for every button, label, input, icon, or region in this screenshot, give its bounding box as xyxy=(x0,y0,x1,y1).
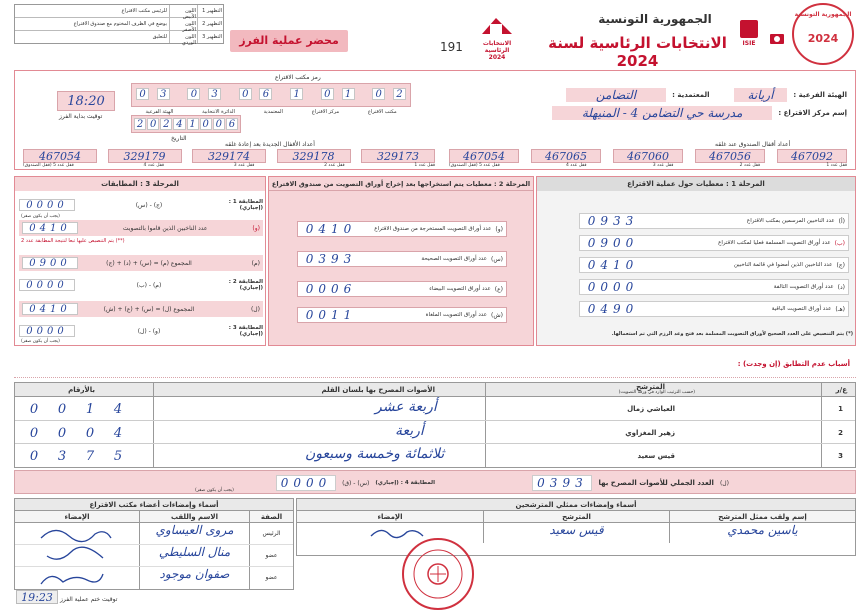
seal-before-1: 467092 xyxy=(777,149,847,163)
table-row: 1 العياشي زمال أربعة عشر 0 0 1 4 xyxy=(15,398,855,421)
code-digit: 0 xyxy=(136,88,149,100)
center-value: مدرسة حي التضامن 4 - المنيهلة xyxy=(552,106,773,120)
office-code-label: رمز مكتب الاقتراع xyxy=(275,74,321,81)
form-title: محضر عملية الفرز xyxy=(239,34,339,47)
code-cell: التظهير 1 xyxy=(197,5,223,17)
code-digit: 3 xyxy=(208,88,221,100)
seals-after-labels: قفل عدد 1 قفل عدد 2 قفل عدد 3 قفل عدد 4 قفل عدد 5 (قفل الصندوق) xyxy=(23,163,435,168)
signature-scribble xyxy=(15,545,139,566)
stage2-row-1: (و) عدد أوراق التصويت المستخرجة من صندوق الاقتراع 0410 xyxy=(297,221,507,237)
stage2-row-3: (ع) عدد أوراق التصويت البيضاء 0006 xyxy=(297,281,507,297)
match3-row: المطابقة 3 : (إجباري) (و) - (ل) 0000 xyxy=(19,323,263,339)
end-time-value: 19:23 xyxy=(21,591,53,604)
stage1-note: (*) يتم التنصيص على العدد الصحيح لأوراق التصويت المسلمة بعد فتح وعد الرزم التي تم استعمالها. xyxy=(611,331,853,337)
member-row: عضو صفوان موجود xyxy=(15,567,293,589)
stage1-row-1: (أ) عدد الناخبين المرسمين بمكتب الاقتراع 0933 xyxy=(579,213,849,229)
stage2-row-2: (س) عدد أوراق التصويت الصحيحة 0393 xyxy=(297,251,507,267)
start-time-box xyxy=(57,91,115,111)
desc-cell: للرئيس مكتب الاقتراع xyxy=(121,8,167,14)
code-sublabels: مكتب الاقتراع مركز الاقتراع المعتمدية الدائرة الانتخابية الهيئة الفرعية xyxy=(145,109,397,115)
color-cell: اللون الوردي xyxy=(169,31,197,43)
stage1-section xyxy=(536,176,856,346)
code-digit: 6 xyxy=(259,88,272,100)
totals-row: (ل) العدد الجملي للأصوات المصرح بها 0393 المطابقة 4 : (إجباري) (س) - (ق) 0000 (يجب أن يكون صفر) xyxy=(14,470,856,494)
representatives-section: أسماء وإمضاءات ممثلي المترشحين إسم ولقب ممثل المترشح المترشح الإمضاء ياسين محمدي قيس سعيد xyxy=(296,498,856,556)
seals-before-label: أعداد أقفال الصندوق عند غلقه xyxy=(715,141,791,148)
desc-cell: للتعليق xyxy=(152,34,167,40)
mismatch-row xyxy=(14,358,856,378)
seal-after-5: 467054 xyxy=(23,149,97,163)
tunisia-flag-icon xyxy=(770,34,784,44)
stage2-section xyxy=(268,176,534,346)
isie-logo xyxy=(736,20,762,60)
date-box: 2 0 2 4 1 0 0 6 xyxy=(131,115,241,133)
total-votes: (ل) العدد الجملي للأصوات المصرح بها 0393 xyxy=(489,475,729,491)
color-cell: اللون الأصفر xyxy=(169,18,197,30)
code-cell: التظهير 3 xyxy=(197,31,223,43)
isie-text: ISIE xyxy=(742,40,756,47)
official-stamp-top xyxy=(792,3,854,65)
stage3-section: المرحلة 3 : المطابقات المطابقة 1 : (إجباري) (ج) - (س) 0000 (يجب أن يكون صفر) (و) عدد الناخبين الذين قاموا بالتصويت 0410 (**) يتم التنصيص عليها تبعا لنتيجة المطابقة عدد 2 (م) المجموع (م) = (س) + (د) + (ج) 0900 المطابقة 2 : (إجباري) (م) - (ب) 0000 (ل) المجموع (ل) = (س) + (ع) + (ش) 0410 المطابقة 3 : (إجباري) (و) - (ل) 0000 (يجب أن يكون صفر) xyxy=(14,176,266,346)
delegation-value: التضامن xyxy=(566,88,666,102)
end-time-label: توقيت ختم عملية الفرز xyxy=(60,596,118,603)
page-number: 191 xyxy=(440,40,463,54)
subcommittee-row: الهيئة الفرعية : أريانة المعتمدية : التضامن xyxy=(435,87,847,103)
office-code-box xyxy=(131,83,411,107)
table-row: 2 زهير المغزاوي أربعة 0 0 0 4 xyxy=(15,422,855,444)
identification-section xyxy=(14,70,856,170)
stage1-row-3: (ج) عدد الناخبين الذين أمضوا في قائمة الناخبين 0410 xyxy=(579,257,849,273)
code-digit: 2 xyxy=(393,88,406,100)
form-title-banner xyxy=(230,30,348,52)
stage1-row-2: (ب) عدد أوراق التصويت المسلمة فعليا لمكتب الاقتراع 0900 xyxy=(579,235,849,251)
seals-after-row xyxy=(23,149,435,163)
subcommittee-value: أريانة xyxy=(734,88,788,102)
stage1-row-5: (هـ) عدد أوراق التصويت الباقية 0490 xyxy=(579,301,849,317)
code-cell: التظهير 2 xyxy=(197,18,223,30)
stage2-row-4: (ش) عدد أوراق التصويت الملغاة 0011 xyxy=(297,307,507,323)
member-row: عضو منال السليطي xyxy=(15,545,293,567)
seal-after-4: 329179 xyxy=(108,149,182,163)
stage1-title: المرحلة 1 : معطيات حول عملية الاقتراع xyxy=(537,177,855,191)
code-digit: 0 xyxy=(187,88,200,100)
date-label: التاريخ xyxy=(171,135,187,142)
code-digit: 1 xyxy=(342,88,355,100)
seal-after-1: 329173 xyxy=(361,149,435,163)
seal-before-2: 467056 xyxy=(695,149,765,163)
match4: المطابقة 4 : (إجباري) (س) - (ق) 0000 xyxy=(175,475,435,491)
desc-cell: يوضع في الظرف المختوم مع صندوق الاقتراع xyxy=(73,21,167,27)
start-time-label: توقيت بداية الفرز xyxy=(59,113,103,120)
results-table xyxy=(14,382,856,468)
code-digit: 3 xyxy=(157,88,170,100)
stage1-row-4: (د) عدد أوراق التصويت التالفة 0000 xyxy=(579,279,849,295)
results-header: ع/ر المترشح (حسب الترتيب الوارد في ورقة التصويت) الأصوات المصرح بها بلسان القلم بالأرقام xyxy=(15,383,855,397)
mismatch-label: أسباب عدم التطابق (إن وجدت) : xyxy=(737,360,850,368)
signature-scribble xyxy=(15,523,139,544)
code-digit: 1 xyxy=(290,88,303,100)
match1-row: المطابقة 1 : (إجباري) (ج) - (س) 0000 xyxy=(19,197,263,213)
seal-before-5: 467054 xyxy=(449,149,519,163)
sum-l-row: (ل) المجموع (ل) = (س) + (ع) + (ش) 0410 xyxy=(19,301,263,317)
codes-table xyxy=(14,4,224,44)
table-row: 3 قيس سعيد ثلاثمائة وخمسة وسبعون 0 3 7 5 xyxy=(29,446,843,464)
seals-after-label: أعداد الأقفال الجديدة بعد إعادة غلقه xyxy=(225,141,315,148)
logo-text: الانتخابات الرئاسية 2024 xyxy=(482,40,512,61)
seal-after-2: 329178 xyxy=(277,149,351,163)
match2-row: المطابقة 2 : (إجباري) (م) - (ب) 0000 xyxy=(19,277,263,293)
member-row: الرئيس مروى العيساوي xyxy=(15,523,293,545)
stamp-year: 2024 xyxy=(807,32,839,45)
code-digit: 0 xyxy=(321,88,334,100)
color-cell: اللون الأبيض xyxy=(169,5,197,17)
stage2-title: المرحلة 2 : معطيات يتم استخراجها بعد إخراج أوراق التصويت من صندوق الاقتراع xyxy=(269,177,533,191)
end-time-box xyxy=(16,590,58,604)
signature-scribble xyxy=(15,567,139,589)
seal-before-3: 467060 xyxy=(613,149,683,163)
sum-m-row: (م) المجموع (م) = (س) + (د) + (ج) 0900 xyxy=(19,255,263,271)
election-title: الانتخابات الرئاسية لسنة 2024 xyxy=(548,34,727,70)
stage3-title: المرحلة 3 : المطابقات xyxy=(15,177,265,191)
members-section: أسماء وإمضاءات أعضاء مكتب الاقتراع الصفة الاسم واللقب الإمضاء الرئيس مروى العيساوي عضو منال السليطي عضو صفوان موجود xyxy=(14,498,294,590)
code-digit: 0 xyxy=(239,88,252,100)
voters-row: (و) عدد الناخبين الذين قاموا بالتصويت 0410 xyxy=(19,220,263,236)
code-digit: 0 xyxy=(372,88,385,100)
election-logo xyxy=(476,14,518,61)
seals-before-row xyxy=(449,149,847,163)
seal-after-3: 329174 xyxy=(192,149,266,163)
official-stamp-bottom xyxy=(402,538,474,610)
start-time-value: 18:20 xyxy=(67,94,105,109)
seals-before-labels: قفل عدد 1 قفل عدد 2 قفل عدد 3 قفل عدد 4 قفل عدد 5 (قفل الصندوق) xyxy=(449,163,847,168)
seal-before-4: 467065 xyxy=(531,149,601,163)
country-title: الجمهورية التونسية xyxy=(598,12,712,26)
center-row: إسم مركز الاقتراع : مدرسة حي التضامن 4 - المنيهلة xyxy=(435,105,847,121)
stamp-top-text: الجمهورية التونسية xyxy=(794,11,852,18)
